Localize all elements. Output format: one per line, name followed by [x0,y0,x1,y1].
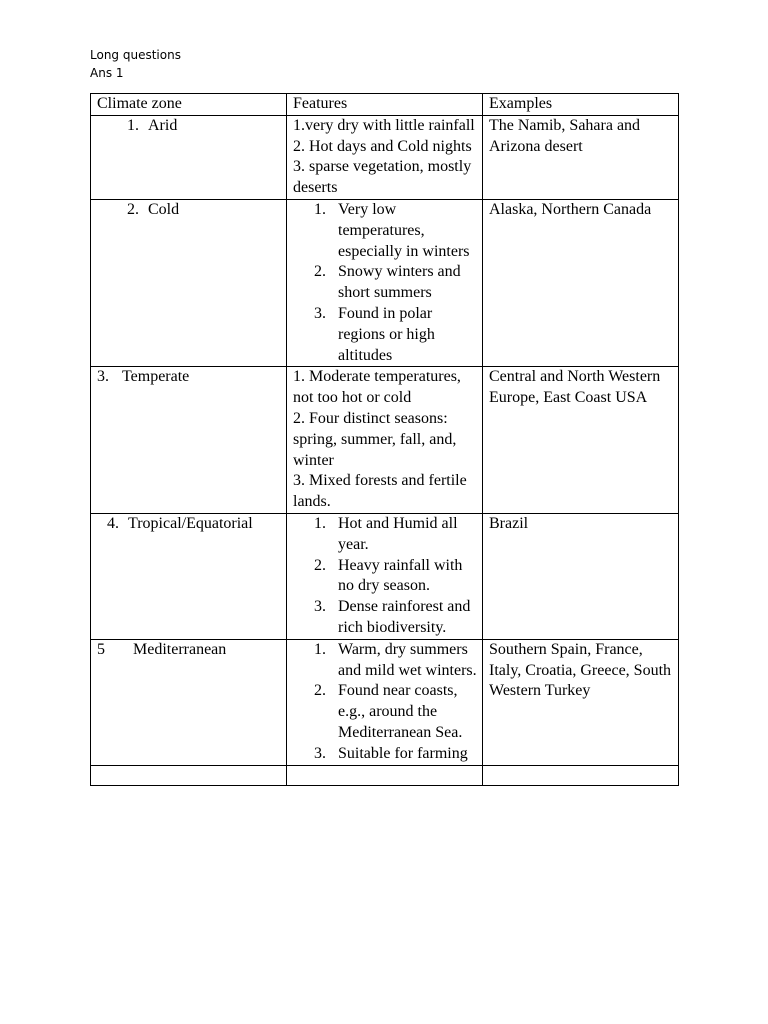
feature-line: 2. Hot days and Cold nights [293,137,472,155]
climate-zone-cell: 3. Temperate [91,367,287,514]
list-item: 2. Heavy rainfall with no dry season. [314,556,463,595]
features-cell [287,639,483,765]
examples-cell: The Namib, Sahara and Arizona desert [483,115,679,199]
examples-cell: Southern Spain, France, Italy, Croatia, Greece, South Western Turkey [483,639,679,765]
features-list [293,514,480,639]
list-item: 1. Warm, dry summers and mild wet winters. [314,640,477,679]
header-features: Features [287,94,483,116]
feature-line: 3. Mixed forests and fertile lands. [293,472,467,511]
zone-number: 1. [127,116,139,134]
table-row [91,513,679,639]
climate-zone-cell [91,513,287,639]
list-item: 1. Hot and Humid all year. [314,514,458,553]
table-row [91,367,679,514]
list-item: 1. Very low temperatures, especially in winters [314,200,470,260]
feature-line: 1.very dry with little rainfall [293,116,475,134]
zone-name: Cold [148,200,180,218]
header-climate-zone: Climate zone [91,94,287,116]
features-cell [287,199,483,366]
list-item: 3. Suitable for farming [314,744,468,762]
features-list [293,640,480,765]
list-item: 2. Snowy winters and short summers [314,263,461,302]
examples-cell: Brazil [483,513,679,639]
empty-cell [483,765,679,785]
zone-name: Arid [148,116,178,134]
feature-line: 1. Moderate temperatures, not too hot or cold [293,368,461,407]
list-item: 3. Found in polar regions or high altitudes [314,304,435,364]
features-cell [287,513,483,639]
features-list [293,200,480,366]
zone-name: Mediterranean [133,640,227,658]
table-row [91,115,679,199]
examples-cell: Central and North Western Europe, East Coast USA [483,367,679,514]
feature-line: 2. Four distinct seasons: spring, summer, fall, and, winter [293,409,457,469]
feature-line: 3. sparse vegetation, mostly deserts [293,158,472,197]
zone-number: 2. [127,200,139,218]
document-heading-long-questions: Long questions [90,48,181,62]
climate-zones-table [90,93,679,786]
empty-table-row [91,765,679,785]
zone-number: 4. [107,514,119,532]
list-item: 2. Found near coasts, e.g., around the Mediterranean Sea. [314,682,463,741]
empty-cell [287,765,483,785]
empty-cell [91,765,287,785]
zone-name: Tropical/Equatorial [128,514,253,532]
features-cell [287,367,483,514]
table-row [91,639,679,765]
climate-zone-cell [91,199,287,366]
list-item: 3. Dense rainforest and rich biodiversity. [314,598,471,636]
document-heading-answer-number: Ans 1 [90,66,124,80]
header-examples: Examples [483,94,679,116]
climate-zone-cell: 5 Mediterranean [91,639,287,765]
zone-name: Temperate [122,368,190,386]
examples-cell: Alaska, Northern Canada [483,199,679,366]
table-row [91,199,679,366]
features-cell [287,115,483,199]
climate-zone-cell [91,115,287,199]
table-header-row [91,94,679,116]
